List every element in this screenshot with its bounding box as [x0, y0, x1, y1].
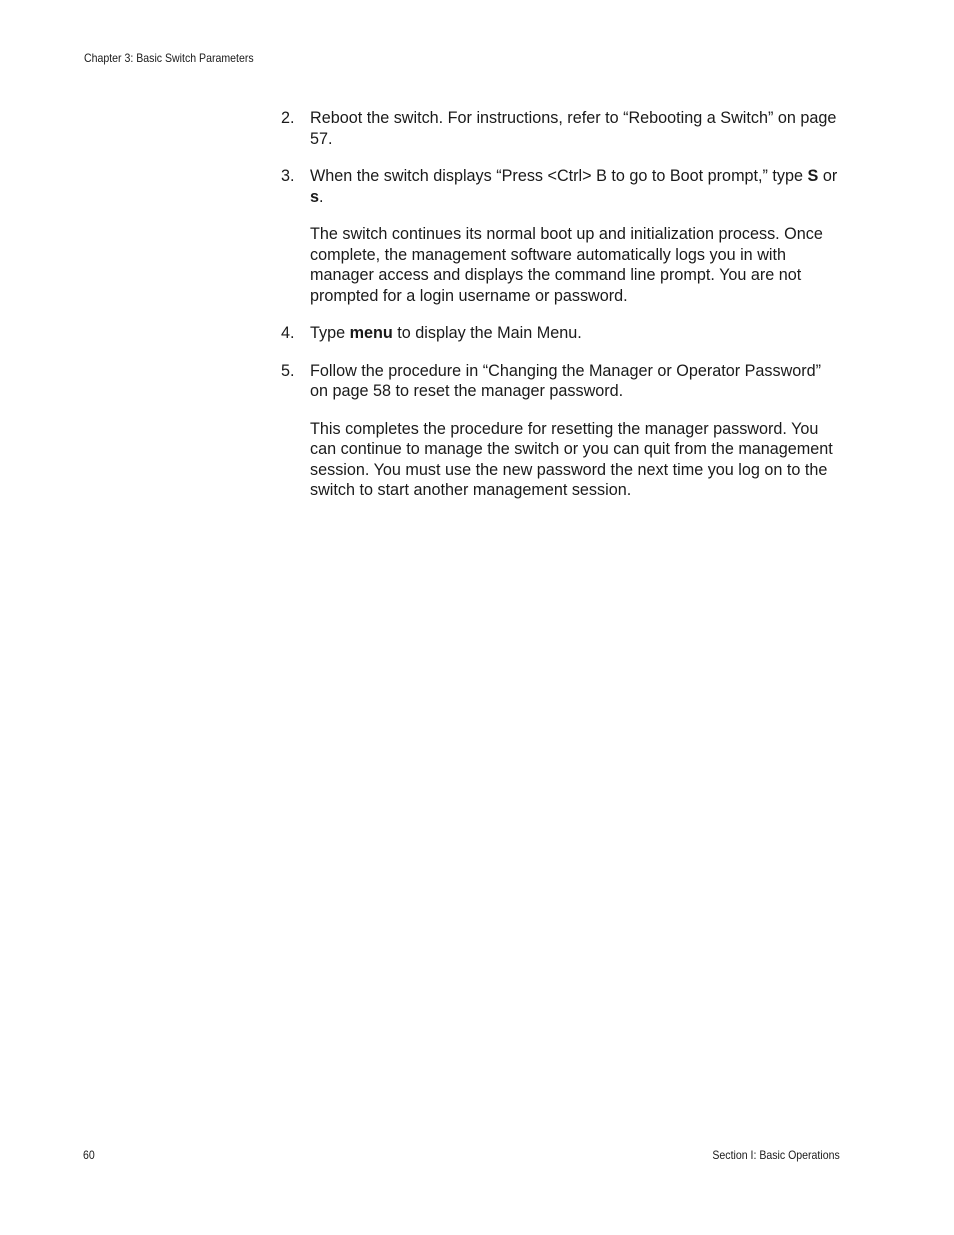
step-paragraph: [310, 108, 843, 149]
text-run: Type: [310, 324, 350, 342]
step-paragraph: [310, 166, 843, 207]
step-body: [310, 166, 843, 306]
step-item: [281, 361, 843, 501]
running-header: Chapter 3: Basic Switch Parameters: [84, 51, 254, 65]
text-run: Reboot the switch. For instructions, refer to “Rebooting a Switch” on page 57.: [310, 109, 837, 148]
step-number: 5.: [281, 361, 295, 380]
step-item: [281, 323, 843, 344]
step-paragraph: [310, 419, 843, 501]
text-run: .: [319, 187, 324, 206]
text-run: This completes the procedure for resetting the manager password. You can continue to manage the switch or you can quit from the management session. You must use the new password the next time you log on to the switch to start another management session.: [310, 419, 833, 499]
text-run: to display the Main Menu.: [392, 324, 582, 342]
step-paragraph: [310, 361, 843, 402]
section-title: Section I: Basic Operations: [712, 1148, 840, 1162]
step-number: 4.: [281, 324, 295, 342]
step-item: [281, 108, 843, 149]
page-number: 60: [83, 1148, 95, 1162]
step-paragraph: [310, 224, 843, 306]
command-text: S: [807, 167, 819, 185]
step-item: [281, 166, 843, 306]
text-run: The switch continues its normal boot up and initialization process. Once complete, the management software automatically logs you in with manager access and displays the command line prompt. You are not prompted for a login username or password.: [310, 225, 823, 305]
text-run: Follow the procedure in “Changing the Manager or Operator Password” on page 58 to reset the manager password.: [310, 361, 822, 400]
text-run: When the switch displays “Press <Ctrl> B to go to Boot prompt,” type: [310, 167, 808, 185]
command-text: menu: [349, 324, 393, 342]
text-run: or: [818, 167, 838, 185]
step-body: [310, 323, 843, 344]
step-number: 3.: [281, 167, 295, 185]
command-text: s: [310, 187, 320, 206]
step-number: 2.: [281, 109, 295, 127]
step-body: [310, 361, 843, 501]
procedure-steps: [281, 108, 843, 518]
step-body: [310, 108, 843, 149]
step-paragraph: [310, 323, 843, 344]
